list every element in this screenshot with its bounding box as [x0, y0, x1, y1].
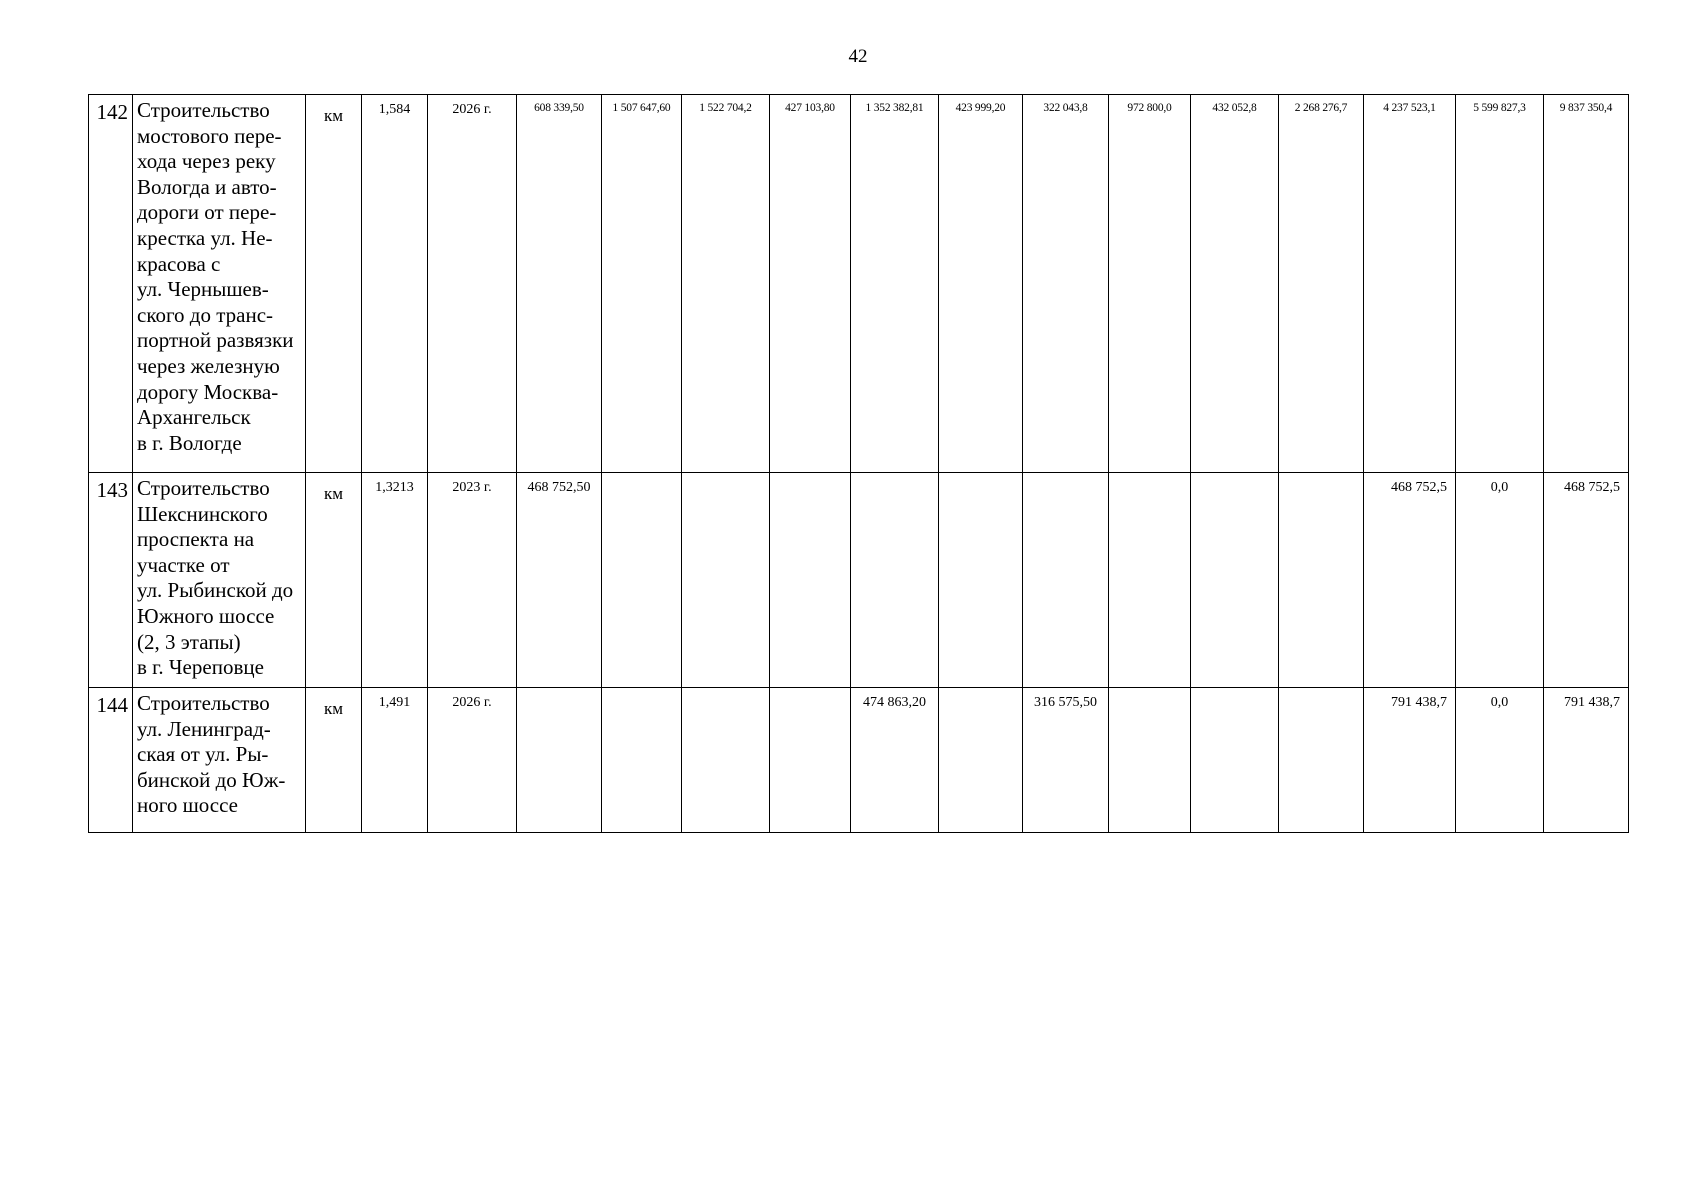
- value-cell: 423 999,20: [939, 95, 1023, 473]
- table-row: [89, 95, 1629, 473]
- year-cell: 2026 г.: [428, 95, 517, 473]
- value-cell: [1279, 473, 1364, 688]
- object-name: Строительство мостового пере- хода через реку Вологда и авто- дороги от пере- крестка ул. Не- красова с ул. Чернышев- ского до транс- портной развязки через железную дорогу Москва- Архангельск в г. Вологде: [133, 95, 306, 473]
- row-number: 143: [89, 473, 133, 688]
- unit-cell: км: [306, 473, 362, 688]
- row-number: 144: [89, 688, 133, 833]
- value-cell: 5 599 827,3: [1456, 95, 1544, 473]
- value-cell: 468 752,5: [1364, 473, 1456, 688]
- value-cell: 432 052,8: [1191, 95, 1279, 473]
- row-number: 142: [89, 95, 133, 473]
- value-cell: [1109, 688, 1191, 833]
- value-cell: [1023, 473, 1109, 688]
- value-cell: [770, 473, 851, 688]
- value-cell: 1 352 382,81: [851, 95, 939, 473]
- value-cell: [939, 473, 1023, 688]
- unit-cell: км: [306, 688, 362, 833]
- year-cell: 2026 г.: [428, 688, 517, 833]
- table-row: [89, 688, 1629, 833]
- value-cell: [1191, 688, 1279, 833]
- value-cell: 791 438,7: [1544, 688, 1629, 833]
- length-cell: 1,584: [362, 95, 428, 473]
- value-cell: 0,0: [1456, 688, 1544, 833]
- value-cell: 608 339,50: [517, 95, 602, 473]
- length-cell: 1,3213: [362, 473, 428, 688]
- value-cell: 427 103,80: [770, 95, 851, 473]
- value-cell: [602, 688, 682, 833]
- unit-cell: км: [306, 95, 362, 473]
- value-cell: [682, 473, 770, 688]
- page-number: 42: [848, 46, 868, 67]
- value-cell: [939, 688, 1023, 833]
- object-table: [88, 94, 1629, 833]
- value-cell: 0,0: [1456, 473, 1544, 688]
- value-cell: 468 752,50: [517, 473, 602, 688]
- value-cell: [682, 688, 770, 833]
- value-cell: 9 837 350,4: [1544, 95, 1629, 473]
- value-cell: [1191, 473, 1279, 688]
- value-cell: [1109, 473, 1191, 688]
- object-name: Строительство ул. Ленинград- ская от ул. Ры- бинской до Юж- ного шоссе: [133, 688, 306, 833]
- length-cell: 1,491: [362, 688, 428, 833]
- value-cell: 1 507 647,60: [602, 95, 682, 473]
- value-cell: 972 800,0: [1109, 95, 1191, 473]
- value-cell: [602, 473, 682, 688]
- value-cell: 316 575,50: [1023, 688, 1109, 833]
- value-cell: 322 043,8: [1023, 95, 1109, 473]
- value-cell: 474 863,20: [851, 688, 939, 833]
- value-cell: 4 237 523,1: [1364, 95, 1456, 473]
- table-row: [89, 473, 1629, 688]
- value-cell: 468 752,5: [1544, 473, 1629, 688]
- value-cell: 791 438,7: [1364, 688, 1456, 833]
- value-cell: [770, 688, 851, 833]
- value-cell: [851, 473, 939, 688]
- value-cell: [1279, 688, 1364, 833]
- value-cell: [517, 688, 602, 833]
- object-name: Строительство Шекснинского проспекта на участке от ул. Рыбинской до Южного шоссе (2, 3 этапы) в г. Череповце: [133, 473, 306, 688]
- value-cell: 2 268 276,7: [1279, 95, 1364, 473]
- value-cell: 1 522 704,2: [682, 95, 770, 473]
- year-cell: 2023 г.: [428, 473, 517, 688]
